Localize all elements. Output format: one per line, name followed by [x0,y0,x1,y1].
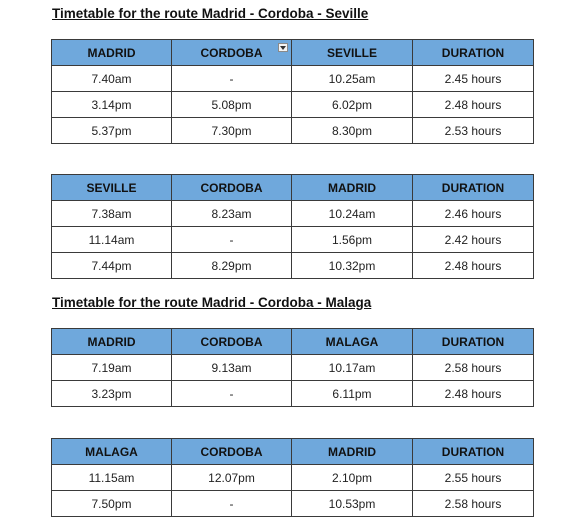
table-cell[interactable]: 10.17am [292,355,413,381]
table-cell[interactable]: 2.53 hours [413,118,534,144]
column-header[interactable]: CORDOBA [172,329,292,355]
table-cell[interactable]: 2.48 hours [413,253,534,279]
table-cell[interactable]: 7.30pm [172,118,292,144]
table-cell[interactable]: 2.58 hours [413,491,534,517]
table-row [52,92,534,118]
column-header[interactable]: MADRID [52,329,172,355]
table-row [52,465,534,491]
table-cell[interactable]: - [172,227,292,253]
table-cell[interactable]: 7.40am [52,66,172,92]
table-cell[interactable]: 1.56pm [292,227,413,253]
column-header-label: CORDOBA [200,45,263,60]
table-row [52,491,534,517]
table-cell[interactable]: - [172,66,292,92]
table-header-row [52,329,534,355]
table-cell[interactable]: 7.38am [52,201,172,227]
column-header-with-filter[interactable] [172,40,292,66]
table-cell[interactable]: 5.37pm [52,118,172,144]
table-cell[interactable]: 3.23pm [52,381,172,407]
table-cell[interactable]: 8.30pm [292,118,413,144]
table-cell[interactable]: 2.46 hours [413,201,534,227]
table-row [52,227,534,253]
timetable-madrid-malaga [51,328,534,407]
dropdown-arrow-icon[interactable] [278,43,288,52]
table-cell[interactable]: 2.48 hours [413,92,534,118]
column-header[interactable]: MADRID [52,40,172,66]
column-header[interactable]: MADRID [292,175,413,201]
table-row [52,118,534,144]
table-row [52,201,534,227]
table-row [52,355,534,381]
table-cell[interactable]: 2.48 hours [413,381,534,407]
table-cell[interactable]: 2.45 hours [413,66,534,92]
column-header[interactable]: SEVILLE [292,40,413,66]
table-header-row [52,40,534,66]
table-cell[interactable]: 5.08pm [172,92,292,118]
table-cell[interactable]: 12.07pm [172,465,292,491]
column-header[interactable]: DURATION [413,439,534,465]
table-cell[interactable]: 6.11pm [292,381,413,407]
section-title-malaga-route: Timetable for the route Madrid - Cordoba - Malaga [52,295,372,310]
table-header-row [52,175,534,201]
table-cell[interactable]: 2.42 hours [413,227,534,253]
column-header[interactable]: SEVILLE [52,175,172,201]
column-header[interactable]: DURATION [413,40,534,66]
table-cell[interactable]: 11.14am [52,227,172,253]
table-cell[interactable]: 7.50pm [52,491,172,517]
column-header[interactable]: DURATION [413,175,534,201]
table-cell[interactable]: 9.13am [172,355,292,381]
table-cell[interactable]: - [172,381,292,407]
table-cell[interactable]: 2.10pm [292,465,413,491]
table-header-row [52,439,534,465]
timetable-madrid-seville [51,39,534,144]
column-header[interactable]: MALAGA [292,329,413,355]
table-cell[interactable]: 2.55 hours [413,465,534,491]
table-cell[interactable]: 11.15am [52,465,172,491]
table-cell[interactable]: 7.44pm [52,253,172,279]
table-cell[interactable]: 8.23am [172,201,292,227]
column-header[interactable]: DURATION [413,329,534,355]
table-cell[interactable]: 10.53pm [292,491,413,517]
table-cell[interactable]: 10.24am [292,201,413,227]
table-row [52,66,534,92]
table-row [52,253,534,279]
section-title-seville-route: Timetable for the route Madrid - Cordoba - Seville [52,6,369,21]
table-cell[interactable]: 8.29pm [172,253,292,279]
column-header[interactable]: MADRID [292,439,413,465]
table-cell[interactable]: 2.58 hours [413,355,534,381]
table-cell[interactable]: - [172,491,292,517]
column-header[interactable]: CORDOBA [172,175,292,201]
timetable-seville-madrid [51,174,534,279]
table-cell[interactable]: 10.32pm [292,253,413,279]
table-cell[interactable]: 7.19am [52,355,172,381]
timetable-malaga-madrid [51,438,534,517]
column-header[interactable]: CORDOBA [172,439,292,465]
column-header[interactable]: MALAGA [52,439,172,465]
table-row [52,381,534,407]
table-cell[interactable]: 3.14pm [52,92,172,118]
table-cell[interactable]: 6.02pm [292,92,413,118]
table-cell[interactable]: 10.25am [292,66,413,92]
